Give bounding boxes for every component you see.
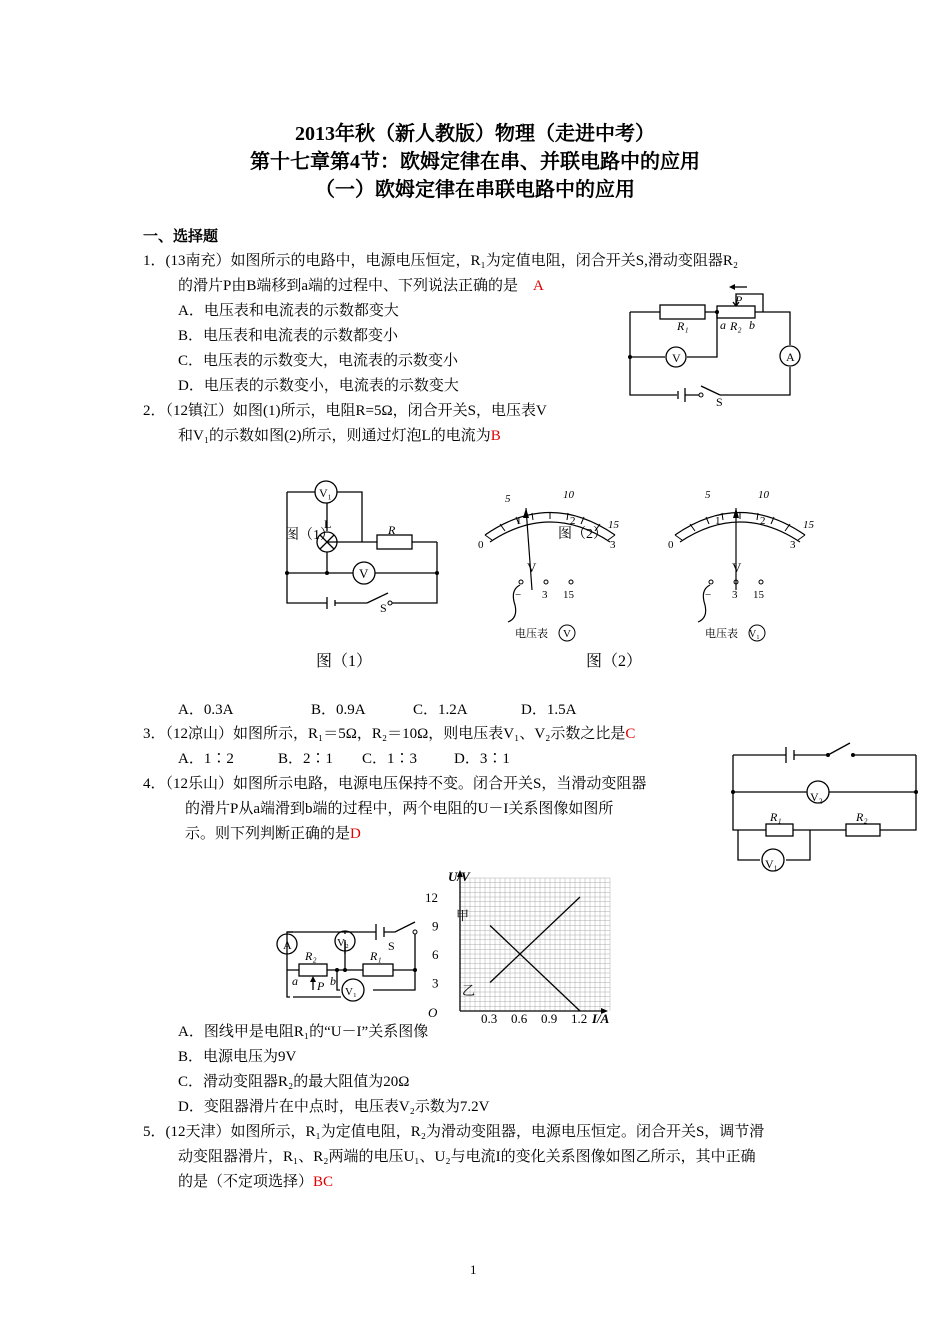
- q3-option-b: B．2∶1: [278, 751, 334, 767]
- q4-option-c: C．滑动变阻器R₂的最大阻值为20Ω: [178, 1074, 410, 1090]
- q2-m2-s5: 5: [705, 489, 711, 501]
- q2-m1-b1: 1: [516, 515, 522, 527]
- q2-m1-s10: 10: [563, 489, 574, 501]
- q2-fig-v: V: [359, 566, 369, 581]
- q1-fig-r2: R₂: [730, 319, 742, 333]
- x-tick-label: 0.3: [481, 1011, 498, 1026]
- y-tick-label: 12: [425, 890, 438, 905]
- q2-m1-t3: 15: [563, 589, 574, 601]
- q3-fig-v2: V₂: [810, 790, 823, 804]
- q3-fig-r2: R₂: [856, 810, 868, 824]
- q2-m2-b0: 0: [668, 539, 674, 551]
- q3-option-c: C．1∶3: [362, 751, 418, 767]
- q4-line3: 示。则下列判断正确的是D: [185, 826, 361, 842]
- q2-m1-b3: 3: [610, 539, 616, 551]
- q1-option-a: A．电压表和电流表的示数都变大: [178, 303, 399, 319]
- q4-option-d: D．变阻器滑片在中点时，电压表V₂示数为7.2V: [178, 1099, 490, 1115]
- q2-option-a: A．0.3A: [178, 702, 234, 718]
- title-line-2: 第十七章第4节：欧姆定律在串、并联电路中的应用: [250, 151, 700, 173]
- q2-m2-b2: 2: [760, 515, 766, 527]
- y-tick-label: 9: [432, 918, 439, 934]
- title-line-1: 2013年秋（新人教版）物理（走进中考）: [295, 123, 655, 145]
- q4-fig-r2: R₂: [305, 949, 317, 963]
- q3-option-a: A．1∶2: [178, 751, 234, 767]
- x-tick-label: 0.6: [511, 1011, 528, 1026]
- q2-option-c: C．1.2A: [413, 702, 468, 718]
- q2-m2-label: 电压表: [705, 628, 738, 640]
- q2-m2-s15: 15: [803, 519, 814, 531]
- q2-m1-label: 电压表: [515, 628, 548, 640]
- q1-answer: A: [533, 278, 544, 294]
- q2-answer: B: [490, 428, 501, 444]
- q4-option-a: A．图线甲是电阻R₁的“U－I”关系图像: [178, 1024, 429, 1040]
- q2-fig-s: S: [380, 601, 387, 615]
- q1-line1: 1．(13南充）如图所示的电路中，电源电压恒定，R₁为定值电阻，闭合开关S,滑动变阻器R₂: [143, 253, 739, 269]
- q2-meter-v1: [660, 480, 820, 645]
- q3-option-d: D．3∶1: [454, 751, 510, 767]
- q1-line2: 的滑片P由B端移到a端的过程中、下列说法正确的是 A: [178, 278, 544, 294]
- page-number: 1: [470, 1262, 477, 1277]
- q5-line1: 5．(12天津）如图所示，R₁为定值电阻，R₂为滑动变阻器，电源电压恒定。闭合开关S，调节滑: [143, 1124, 765, 1140]
- q4-circuit-figure: [275, 912, 425, 1012]
- q3-line1: 3．（12凉山）如图所示，R₁＝5Ω，R₂＝10Ω，则电压表V₁、V₂示数之比是C: [143, 726, 636, 742]
- graph-label-jia: 甲: [456, 908, 470, 923]
- q2-fig-r: R: [388, 523, 396, 537]
- q2-m1-t1: −: [515, 589, 522, 601]
- title-line-3: （一）欧姆定律在串联电路中的应用: [315, 179, 635, 201]
- q5-line3: 的是（不定项选择）BC: [178, 1174, 334, 1190]
- q1-fig-p: P: [735, 293, 743, 307]
- q2-m1-s15: 15: [608, 519, 619, 531]
- q1-option-b: B．电压表和电流表的示数都变小: [178, 328, 399, 344]
- q3-answer: C: [625, 726, 636, 742]
- q2-line2: 和V₁的示数如图(2)所示，则通过灯泡L的电流为B: [178, 428, 501, 444]
- q1-circuit-figure: [625, 282, 805, 407]
- q4-fig-v1: V₁: [345, 986, 357, 998]
- q2-fig-l: L: [324, 517, 332, 531]
- graph-label-yi: 乙: [462, 983, 476, 998]
- y-tick-label: 6: [432, 947, 439, 962]
- x-tick-label: 1.2: [571, 1011, 588, 1026]
- q2-fig1-caption: 图（1）: [316, 653, 373, 670]
- q2-m2-t2: 3: [732, 589, 738, 601]
- q2-line1: 2．（12镇江）如图(1)所示，电阻R=5Ω，闭合开关S，电压表V: [143, 403, 547, 419]
- q4-fig-b: b: [330, 974, 336, 988]
- section-heading: 一、选择题: [143, 229, 219, 245]
- q2-m1-b0: 0: [478, 539, 484, 551]
- q2-meter-v: [470, 480, 630, 645]
- q3-fig-r1: R₁: [770, 810, 782, 824]
- q1-fig-r1: R₁: [677, 319, 689, 333]
- q4-option-b: B．电源电压为9V: [178, 1049, 297, 1065]
- q3-fig-v1: V₁: [765, 857, 778, 871]
- q2-circuit-figure: [282, 478, 442, 615]
- q1-fig-s: S: [716, 395, 723, 409]
- q2-fig2-caption: 图（2）: [586, 653, 643, 670]
- q4-fig-a: a: [292, 974, 298, 988]
- q2-m1-s5: 5: [505, 493, 511, 505]
- q4-answer: D: [350, 826, 361, 842]
- q4-fig-am: A: [283, 938, 292, 952]
- q5-answer: BC: [313, 1174, 334, 1190]
- q1-fig-v: V: [672, 351, 681, 365]
- q2-m1-t2: 3: [542, 589, 548, 601]
- q1-fig-am: A: [786, 350, 795, 364]
- q3-circuit-figure: [728, 735, 923, 880]
- q2-m2-b1: 1: [715, 515, 721, 527]
- graph-xlabel: I/A: [592, 1011, 610, 1026]
- q4-line1: 4．（12乐山）如图所示电路，电源电压保持不变。闭合开关S，当滑动变阻器: [143, 776, 647, 792]
- q4-line2: 的滑片P从a端滑到b端的过程中，两个电阻的U－I关系图像如图所: [185, 801, 614, 817]
- q2-m2-sym: V₁: [749, 629, 760, 640]
- q2-m1-b2: 2: [570, 515, 576, 527]
- q2-m1-sym: V: [563, 628, 571, 640]
- q4-fig-v2: V₂: [337, 937, 349, 949]
- q2-m2-s10: 10: [758, 489, 769, 501]
- q4-fig-p: P: [317, 979, 325, 993]
- q1-option-d: D．电压表的示数变小，电流表的示数变大: [178, 378, 459, 394]
- q1-option-c: C．电压表的示数变大，电流表的示数变小: [178, 353, 459, 369]
- q2-m2-b3: 3: [790, 539, 796, 551]
- q2-m1-needle: V: [527, 560, 537, 575]
- graph-grid: [460, 878, 610, 1011]
- q4-ui-graph: [420, 865, 620, 1025]
- q2-m2-needle: V: [732, 560, 742, 575]
- x-tick-label: 0.9: [541, 1011, 558, 1026]
- q2-fig-v1: V₁: [319, 486, 332, 500]
- q4-fig-r1: R₁: [370, 949, 382, 963]
- graph-ylabel: U/V: [448, 869, 470, 884]
- q2-option-b: B．0.9A: [311, 702, 366, 718]
- q2-option-d: D．1.5A: [521, 702, 577, 718]
- q2-fig2-inner: 图（2）: [558, 527, 607, 542]
- q5-line2: 动变阻器滑片，R₁、R₂两端的电压U₁、U₂与电流I的变化关系图像如图乙所示，其中正确: [178, 1149, 756, 1165]
- q2-m2-t3: 15: [753, 589, 764, 601]
- q1-fig-a: a: [720, 318, 726, 332]
- q4-fig-s: S: [388, 939, 395, 953]
- q2-m2-t1: −: [705, 589, 712, 601]
- q2-fig1-inner: 图（1）: [285, 528, 334, 543]
- y-tick-label: 3: [432, 975, 439, 991]
- graph-origin: O: [428, 1005, 438, 1020]
- q1-fig-b: b: [749, 318, 755, 332]
